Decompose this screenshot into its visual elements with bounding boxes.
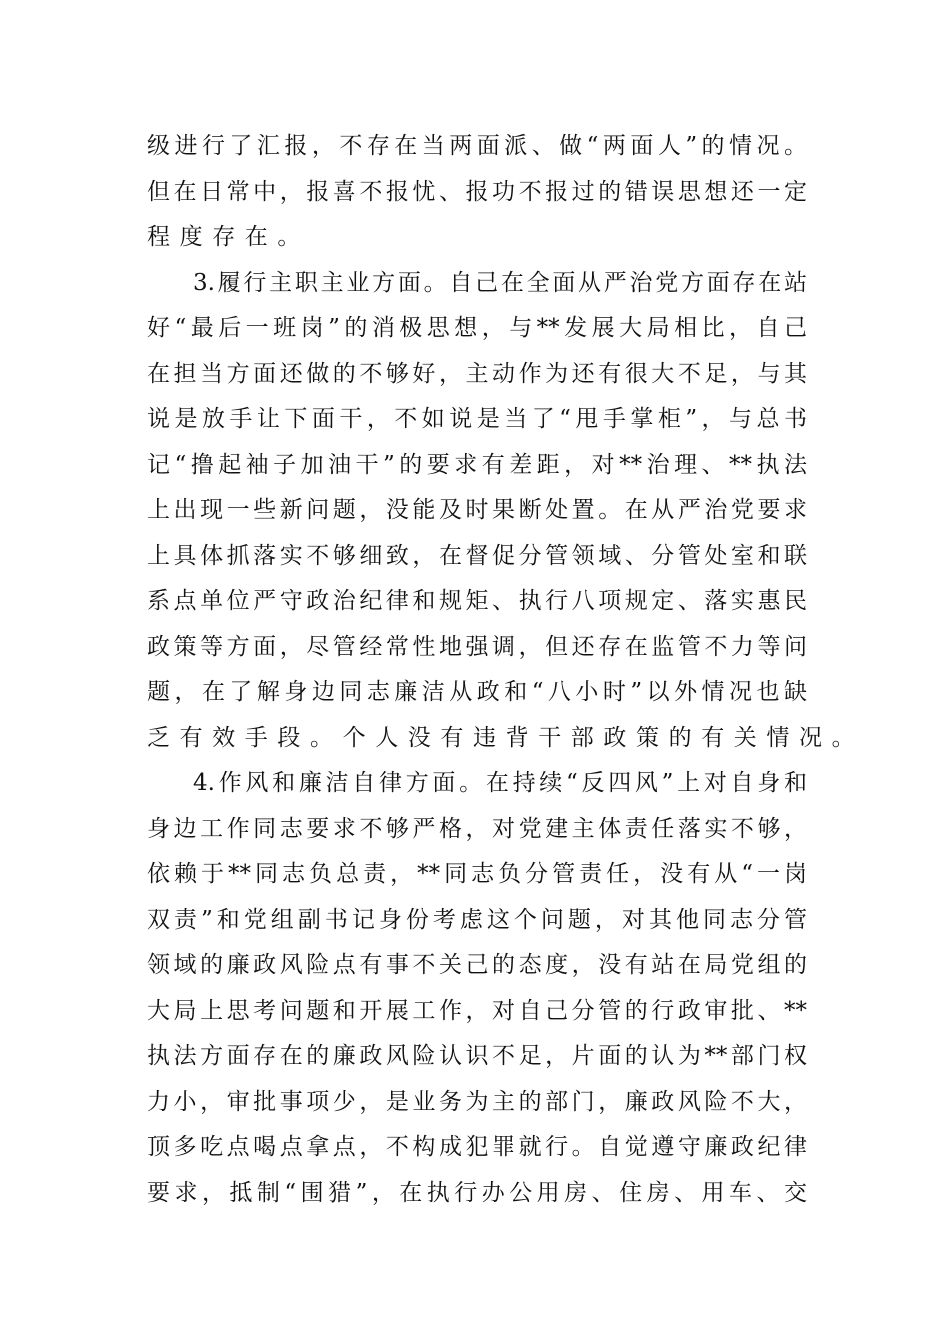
text-line: 上具体抓落实不够细致，在督促分管领域、分管处室和联 [147,542,807,569]
text-line: 说是放手让下面干，不如说是当了“甩手掌柜”，与总书 [147,406,807,432]
text-line: 力小，审批事项少，是业务为主的部门，廉政风险不大， [147,1088,807,1115]
text-line-heading: 3.履行主职主业方面。自己在全面从严治党方面存在站 [193,269,807,296]
text-line: 执法方面存在的廉政风险认识不足，片面的认为**部门权 [147,1043,807,1069]
text-line: 政策等方面，尽管经常性地强调，但还存在监管不力等问 [147,633,807,660]
text-line: 要求，抵制“围猎”，在执行办公用房、住房、用车、交 [147,1179,807,1206]
text-line: 大局上思考问题和开展工作，对自己分管的行政审批、** [147,997,807,1024]
text-line: 身边工作同志要求不够严格，对党建主体责任落实不够， [147,815,807,842]
text-line: 级进行了汇报，不存在当两面派、做“两面人”的情况。 [147,133,807,159]
text-line: 双责”和党组副书记身份考虑这个问题，对其他同志分管 [147,906,807,933]
text-line: 顶多吃点喝点拿点，不构成犯罪就行。自觉遵守廉政纪律 [147,1134,807,1160]
text-line: 题，在了解身边同志廉洁从政和“八小时”以外情况也缺 [147,679,807,705]
text-line: 乏有效手段。个人没有违背干部政策的有关情况。 [147,724,865,751]
text-line: 但在日常中，报喜不报忧、报功不报过的错误思想还一定 [147,178,807,205]
text-line: 系点单位严守政治纪律和规矩、执行八项规定、落实惠民 [147,588,807,614]
paragraph-3-main-duties [147,261,865,762]
text-line: 程度存在。 [147,224,310,250]
text-line: 好“最后一班岗”的消极思想，与**发展大局相比，自己 [147,315,807,341]
text-line: 上出现一些新问题，没能及时果断处置。在从严治党要求 [147,497,807,523]
paragraph-4-conduct-integrity [147,761,807,1216]
paragraph-continued [147,124,807,261]
text-line: 依赖于**同志负总责，**同志负分管责任，没有从“一岗 [147,861,807,887]
text-line-heading: 4.作风和廉洁自律方面。在持续“反四风”上对自身和 [193,770,807,796]
text-line: 记“撸起袖子加油干”的要求有差距，对**治理、**执法 [147,451,807,478]
text-line: 领域的廉政风险点有事不关己的态度，没有站在局党组的 [147,952,807,978]
document-page [147,124,865,1216]
text-line: 在担当方面还做的不够好，主动作为还有很大不足，与其 [147,360,807,387]
